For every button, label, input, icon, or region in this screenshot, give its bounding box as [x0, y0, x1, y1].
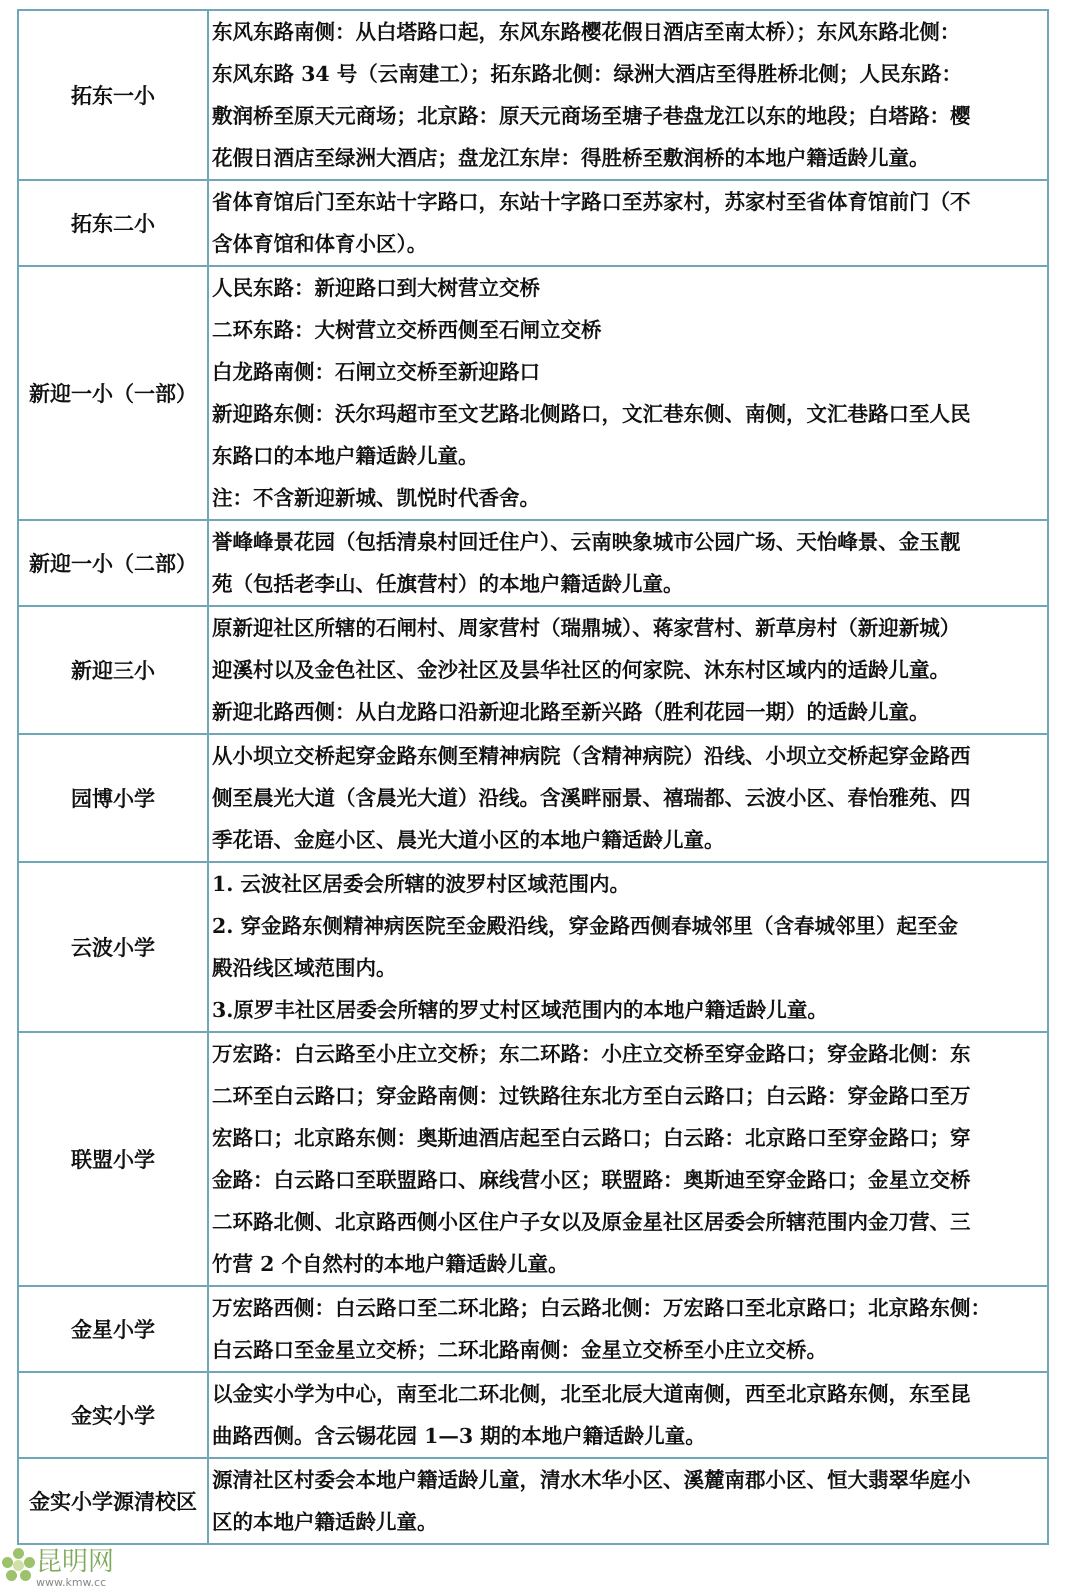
school-district-table — [17, 9, 1049, 1545]
description-line: 侧至晨光大道（含晨光大道）沿线。含溪畔丽景、禧瑞都、云波小区、春怡雅苑、四 — [212, 786, 971, 810]
school-name: 拓东一小 — [18, 10, 208, 180]
description-line: 殿沿线区域范围内。 — [212, 956, 397, 980]
table-row — [18, 266, 1048, 520]
description-line: 原新迎社区所辖的石闸村、周家营村（瑞鼎城）、蒋家营村、新草房村（新迎新城） — [212, 616, 961, 640]
district-description — [208, 862, 1048, 1032]
description-line: 二环东路：大树营立交桥西侧至石闸立交桥 — [212, 318, 602, 342]
description-line: 1. 云波社区居委会所辖的波罗村区域范围内。 — [212, 872, 631, 896]
description-line: 源清社区村委会本地户籍适龄儿童，清水木华小区、溪麓南郡小区、恒大翡翠华庭小 — [212, 1468, 971, 1492]
description-line: 东路口的本地户籍适龄儿童。 — [212, 444, 479, 468]
description-line: 季花语、金庭小区、晨光大道小区的本地户籍适龄儿童。 — [212, 828, 725, 852]
description-line: 3.原罗丰社区居委会所辖的罗丈村区域范围内的本地户籍适龄儿童。 — [212, 998, 828, 1022]
district-description — [208, 10, 1048, 180]
description-line: 新迎路东侧：沃尔玛超市至文艺路北侧路口，文汇巷东侧、南侧，文汇巷路口至人民 — [212, 402, 971, 426]
table-row — [18, 180, 1048, 266]
district-description — [208, 266, 1048, 520]
description-line: 迎溪村以及金色社区、金沙社区及昙华社区的何家院、沐东村区域内的适龄儿童。 — [212, 658, 950, 682]
district-description — [208, 1032, 1048, 1286]
description-line: 区的本地户籍适龄儿童。 — [212, 1510, 438, 1534]
description-line: 二环路北侧、北京路西侧小区住户子女以及原金星社区居委会所辖范围内金刀营、三 — [212, 1210, 971, 1234]
description-line: 竹营 2 个自然村的本地户籍适龄儿童。 — [212, 1252, 569, 1276]
description-line: 从小坝立交桥起穿金路东侧至精神病院（含精神病院）沿线、小坝立交桥起穿金路西 — [212, 744, 971, 768]
district-description — [208, 1286, 1048, 1372]
school-name: 园博小学 — [18, 734, 208, 862]
description-line: 敷润桥至原天元商场；北京路：原天元商场至塘子巷盘龙江以东的地段；白塔路：樱 — [212, 104, 971, 128]
table-row — [18, 1286, 1048, 1372]
school-name: 新迎一小（二部） — [18, 520, 208, 606]
table-row — [18, 1458, 1048, 1544]
logo-url: www.kmw.cc — [36, 1576, 107, 1589]
district-description — [208, 180, 1048, 266]
description-line: 白云路口至金星立交桥；二环北路南侧：金星立交桥至小庄立交桥。 — [212, 1338, 827, 1362]
district-description — [208, 606, 1048, 734]
description-line: 二环至白云路口；穿金路南侧：过铁路往东北方至白云路口；白云路：穿金路口至万 — [212, 1084, 971, 1108]
description-line: 以金实小学为中心，南至北二环北侧，北至北辰大道南侧，西至北京路东侧，东至昆 — [212, 1382, 971, 1406]
description-line: 金路：白云路口至联盟路口、麻线营小区；联盟路：奥斯迪至穿金路口；金星立交桥 — [212, 1168, 971, 1192]
description-line: 苑（包括老李山、任旗营村）的本地户籍适龄儿童。 — [212, 572, 684, 596]
school-name: 金星小学 — [18, 1286, 208, 1372]
district-description — [208, 1458, 1048, 1544]
site-logo — [2, 1548, 114, 1589]
table-row — [18, 10, 1048, 180]
description-line: 白龙路南侧：石闸立交桥至新迎路口 — [212, 360, 540, 384]
description-line: 含体育馆和体育小区）。 — [212, 232, 428, 256]
school-name: 新迎一小（一部） — [18, 266, 208, 520]
description-line: 省体育馆后门至东站十字路口，东站十字路口至苏家村，苏家村至省体育馆前门（不 — [212, 190, 971, 214]
table-row — [18, 606, 1048, 734]
description-line: 人民东路：新迎路口到大树营立交桥 — [212, 276, 540, 300]
district-description — [208, 1372, 1048, 1458]
description-line: 万宏路西侧：白云路口至二环北路；白云路北侧：万宏路口至北京路口；北京路东侧： — [212, 1296, 991, 1320]
school-name: 新迎三小 — [18, 606, 208, 734]
table-row — [18, 1372, 1048, 1458]
description-line: 誉峰峰景花园（包括清泉村回迁住户）、云南映象城市公园广场、天怡峰景、金玉靓 — [212, 530, 961, 554]
flower-logo-icon — [2, 1548, 36, 1586]
school-name: 金实小学 — [18, 1372, 208, 1458]
description-line: 注：不含新迎新城、凯悦时代香舍。 — [212, 486, 540, 510]
description-line: 2. 穿金路东侧精神病医院至金殿沿线，穿金路西侧春城邻里（含春城邻里）起至金 — [212, 914, 959, 938]
description-line: 花假日酒店至绿洲大酒店；盘龙江东岸：得胜桥至敷润桥的本地户籍适龄儿童。 — [212, 146, 930, 170]
district-description — [208, 520, 1048, 606]
table-row — [18, 520, 1048, 606]
description-line: 新迎北路西侧：从白龙路口沿新迎北路至新兴路（胜利花园一期）的适龄儿童。 — [212, 700, 930, 724]
table-body — [18, 10, 1048, 1544]
description-line: 曲路西侧。含云锡花园 1—3 期的本地户籍适龄儿童。 — [212, 1424, 706, 1448]
table-row — [18, 1032, 1048, 1286]
district-description — [208, 734, 1048, 862]
table-row — [18, 734, 1048, 862]
description-line: 东风东路 34 号（云南建工）；拓东路北侧：绿洲大酒店至得胜桥北侧；人民东路： — [212, 62, 963, 86]
school-name: 拓东二小 — [18, 180, 208, 266]
logo-name: 昆明网 — [36, 1547, 115, 1577]
school-name: 联盟小学 — [18, 1032, 208, 1286]
school-name: 云波小学 — [18, 862, 208, 1032]
table-row — [18, 862, 1048, 1032]
description-line: 东风东路南侧：从白塔路口起，东风东路樱花假日酒店至南太桥）；东风东路北侧： — [212, 20, 961, 44]
description-line: 万宏路：白云路至小庄立交桥；东二环路：小庄立交桥至穿金路口；穿金路北侧：东 — [212, 1042, 971, 1066]
description-line: 宏路口；北京路东侧：奥斯迪酒店起至白云路口；白云路：北京路口至穿金路口；穿 — [212, 1126, 971, 1150]
school-name: 金实小学源清校区 — [18, 1458, 208, 1544]
